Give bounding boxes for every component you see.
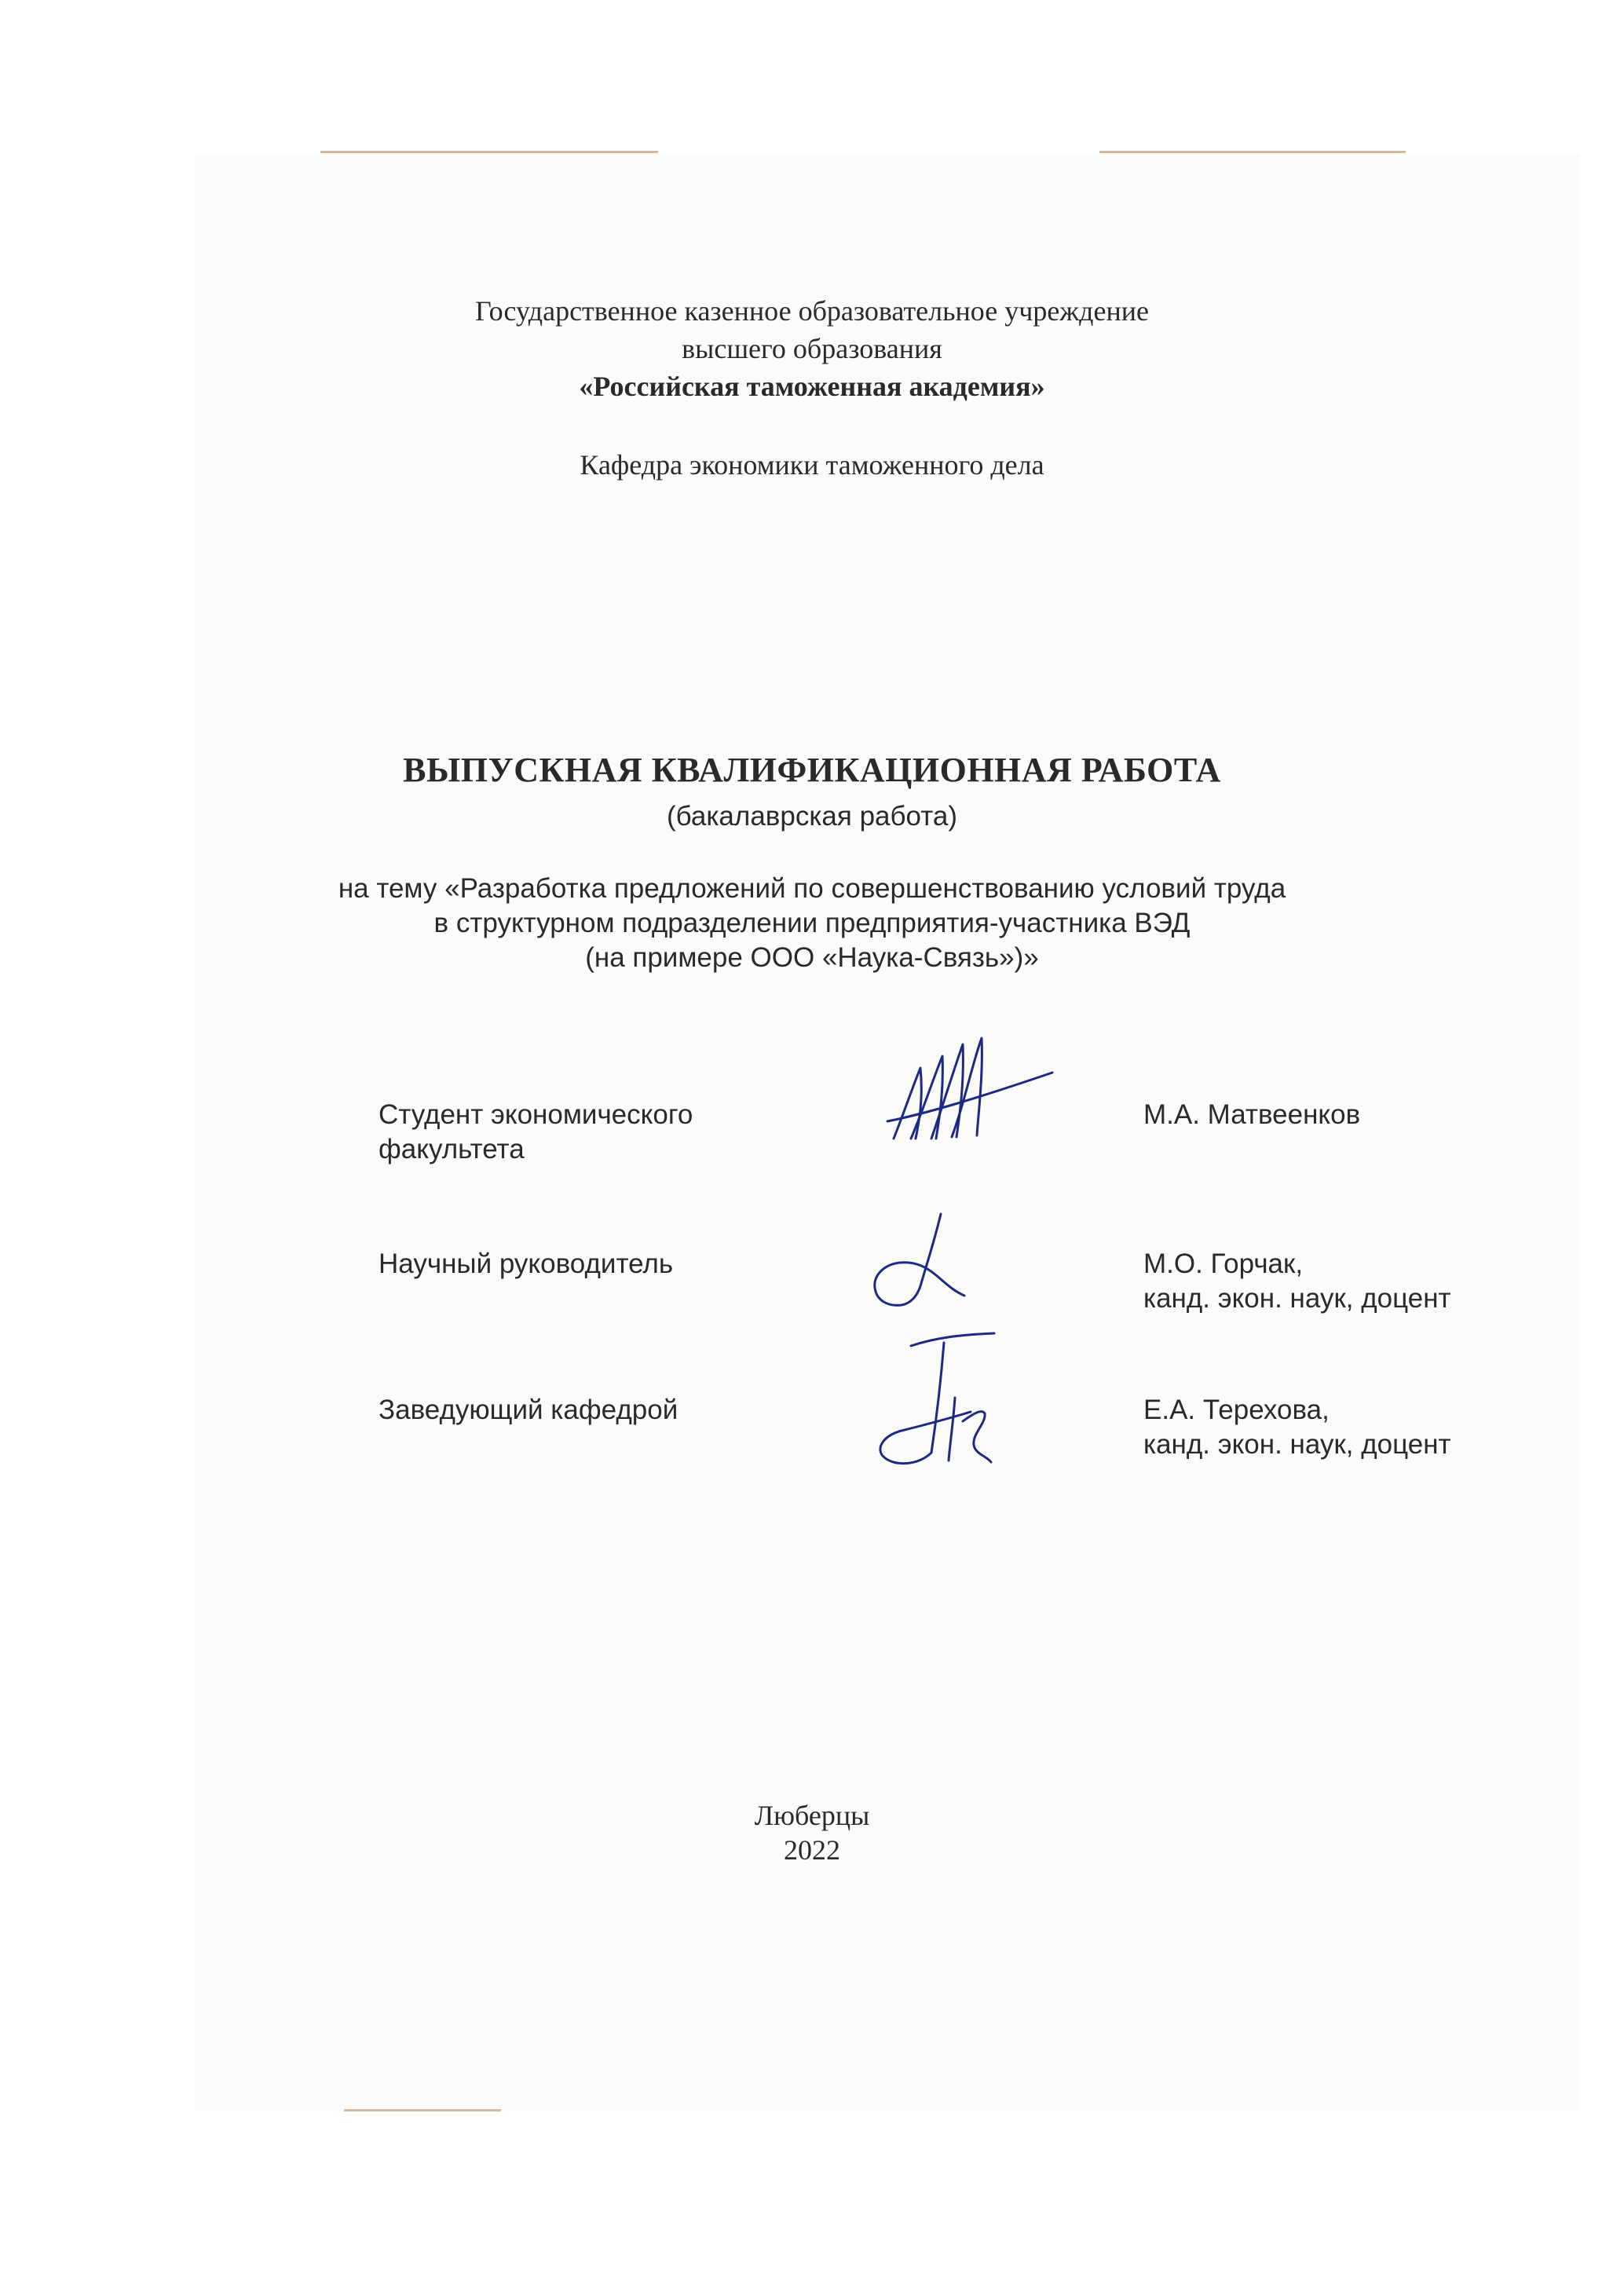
student-signature [880,1021,1068,1162]
institution-line-2: высшего образования [682,333,942,364]
city: Люберцы [754,1800,870,1831]
work-topic [0,872,1624,975]
scan-edge-mark-top-left [320,151,658,153]
supervisor-role: Научный руководитель [379,1249,674,1279]
topic-line-1: на тему «Разработка предложений по совершенствованию условий труда [338,873,1286,904]
department-name: Кафедра экономики таможенного дела [580,449,1044,481]
supervisor-signature [848,1209,982,1311]
head-of-department-signature [856,1327,1021,1484]
work-title: ВЫПУСКНАЯ КВАЛИФИКАЦИОННАЯ РАБОТА [403,751,1221,789]
head-of-department-role: Заведующий кафедрой [379,1395,678,1425]
scan-edge-mark-top-right [1099,151,1406,153]
institution-line-1: Государственное казенное образовательное учреждение [475,295,1149,327]
scan-edge-mark-bottom [344,2109,501,2111]
supervisor-details: М.О. Горчак, канд. экон. наук, доцент [1143,1249,1451,1314]
topic-line-2: в структурном подразделении предприятия-участника ВЭД [433,908,1191,938]
place-and-year [0,1798,1624,1867]
topic-line-3: (на примере ООО «Наука-Связь»)» [585,942,1039,973]
year: 2022 [784,1834,840,1866]
student-role: Студент экономического факультета [379,1099,693,1164]
student-name: М.А. Матвеенков [1143,1099,1361,1130]
head-of-department-details: Е.А. Терехова, канд. экон. наук, доцент [1143,1395,1451,1460]
institution-header [0,292,1624,405]
work-subtitle: (бакалаврская работа) [666,801,957,832]
institution-name: «Российская таможенная академия» [579,371,1045,402]
